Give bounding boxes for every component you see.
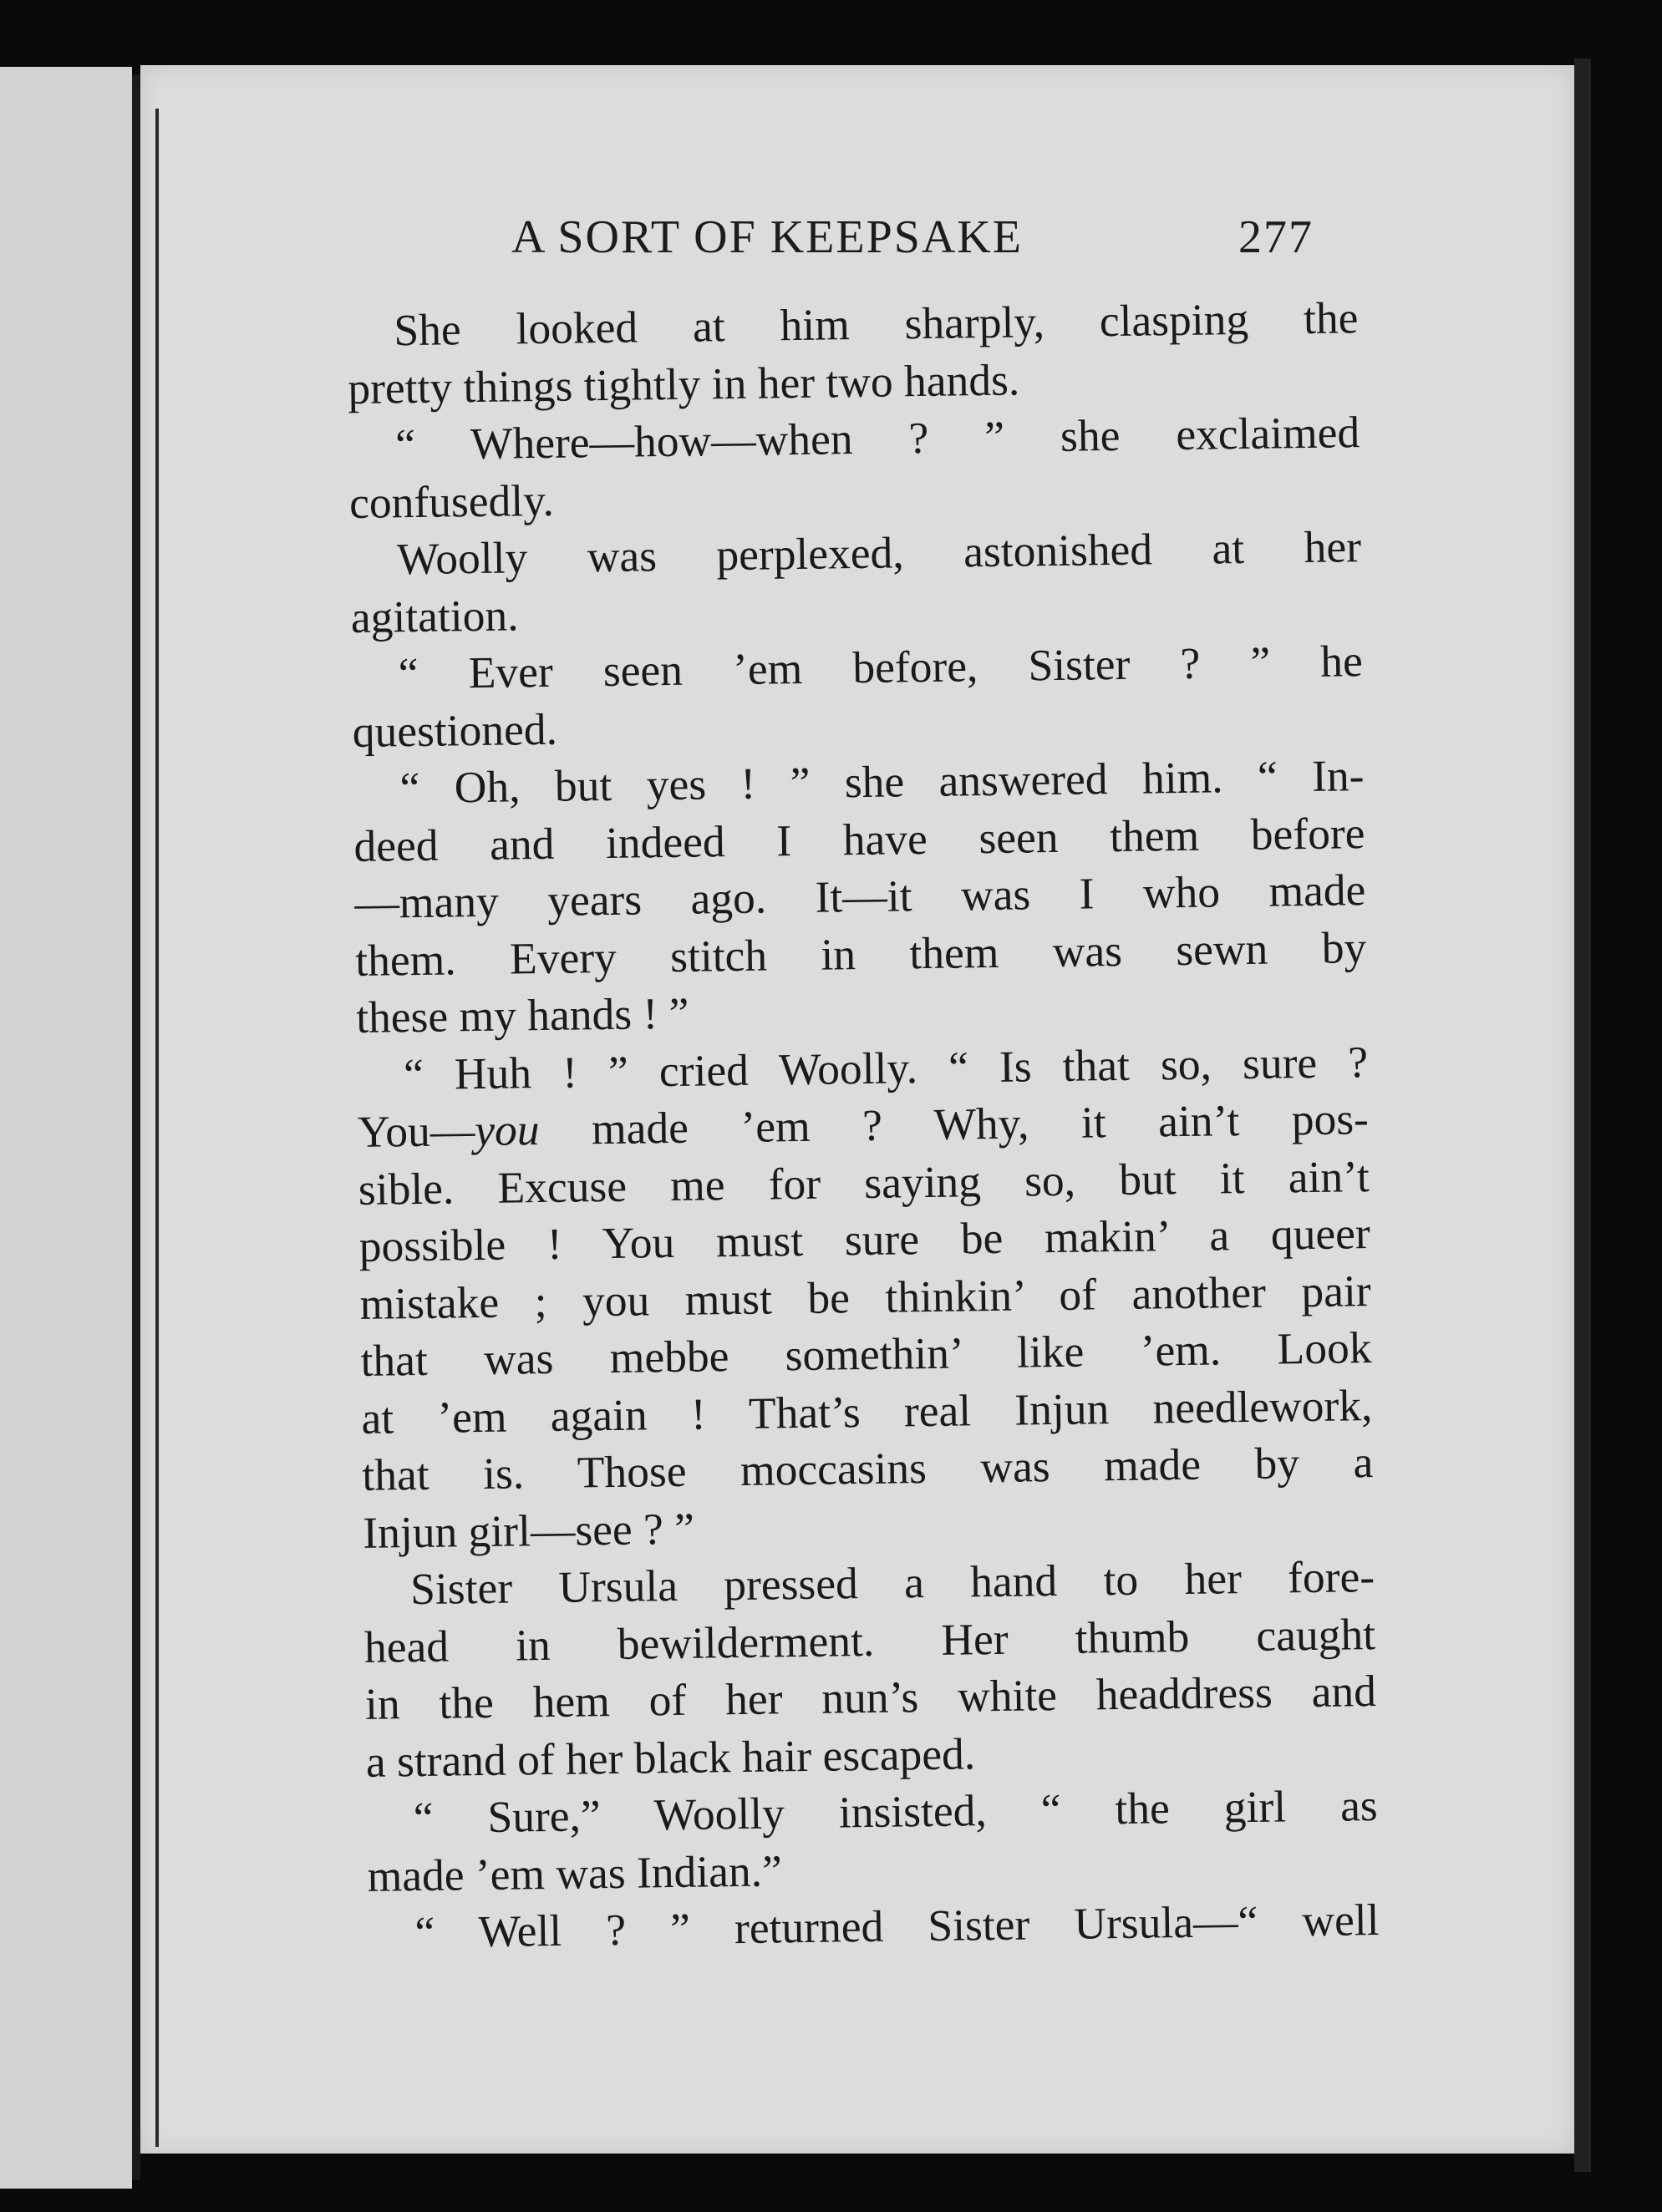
text-line: “ Huh ! ” cried Woolly. “ Is that so, sure ? [403,1036,1369,1099]
text-line: deed and indeed I have seen them before [353,807,1365,871]
book-gutter [132,75,140,2180]
text-line: possible ! You must sure be makin’ a queer [358,1208,1371,1271]
text-line: made ’em was Indian.” [367,1844,783,1901]
text-line: agitation. [350,589,519,642]
text-line: that was mebbe somethin’ like ’em. Look [360,1322,1372,1386]
facing-page-edge [0,67,132,2189]
text-line: questioned. [352,703,558,757]
text-line: in the hem of her nun’s white headdress and [364,1666,1377,1729]
text-segment: You— [357,1105,475,1157]
text-line: “ Where—how—when ? ” she exclaimed [394,407,1360,470]
text-line: confusedly. [348,474,555,528]
text-line: “ Ever seen ’em before, Sister ? ” he [398,636,1364,699]
running-title: A SORT OF KEEPSAKE [511,211,1023,263]
text-line: at ’em again ! That’s real Injun needlework, [361,1379,1373,1443]
text-line: a strand of her black hair escaped. [365,1727,976,1787]
text-line: “ Oh, but yes ! ” she answered him. “ In- [399,750,1365,814]
text-segment: made ’em ? Why, it ain’t pos- [539,1093,1370,1155]
text-line: pretty things tightly in her two hands. [347,353,1020,413]
text-line: Sister Ursula pressed a hand to her fore- [409,1551,1375,1615]
page-shadow-edge [1574,58,1591,2172]
text-line: “ Well ? ” returned Sister Ursula—“ well [414,1894,1380,1958]
text-line: “ Sure,” Woolly insisted, “ the girl as [413,1780,1379,1844]
text-line: —many years ago. It—it was I who made [354,865,1366,928]
body-text [347,289,1380,1961]
text-line: mistake ; you must be thinkin’ of another pair [359,1265,1371,1329]
text-line: that is. Those moccasins was made by a [361,1437,1374,1500]
text-line: She looked at him sharply, clasping the [394,292,1359,356]
text-line: these my hands ! ” [355,987,689,1043]
text-line: Injun girl—see ? ” [362,1503,695,1558]
emphasized-word: you [474,1104,540,1156]
text-line: them. Every stitch in them was sewn by [354,921,1367,986]
page-number: 277 [1238,211,1314,263]
text-line: Woolly was perplexed, astonished at her [396,521,1362,585]
page-header [511,211,1314,277]
binding-line [155,109,159,2147]
text-line: head in bewilderment. Her thumb caught [363,1608,1376,1672]
text-line: sible. Excuse me for saying so, but it ain’t [358,1150,1370,1215]
